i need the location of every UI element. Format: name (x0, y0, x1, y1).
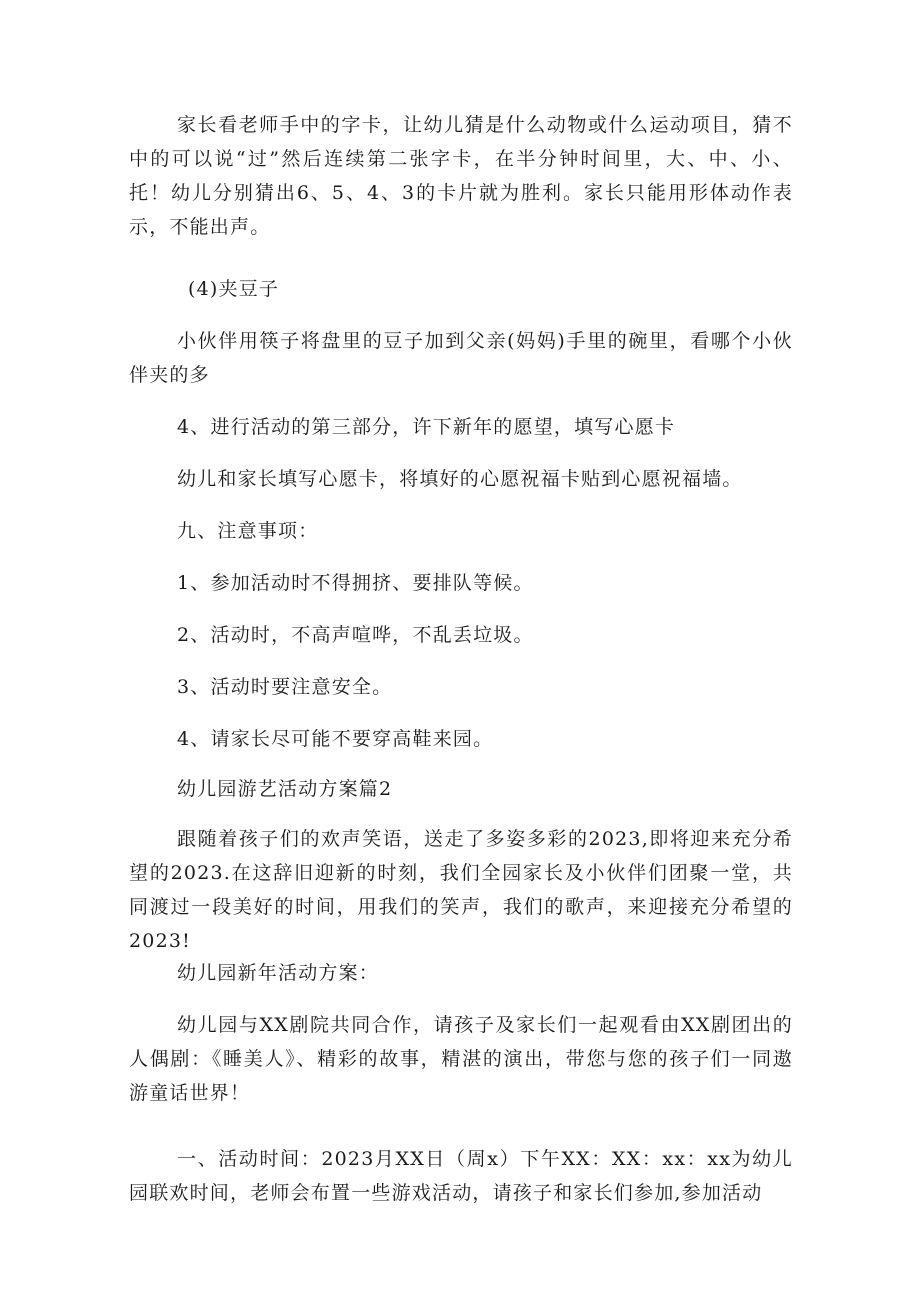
note-item-4: 4、请家长尽可能不要穿高鞋来园。 (177, 728, 494, 750)
heading-new-year-plan: 幼儿园新年活动方案： (177, 962, 380, 984)
note-item-1: 1、参加活动时不得拥挤、要排队等候。 (177, 572, 534, 594)
paragraph-theater: 幼儿园与XX剧院共同合作，请孩子及家长们一起观看由XX剧团出的人偶剧：《睡美人》、精彩的故事，精湛的演出，带您与您的孩子们一同遨游童话世界！ (129, 1014, 793, 1104)
paragraph-beans: 小伙伴用筷子将盘里的豆子加到父亲(妈妈)手里的碗里，看哪个小伙伴夹的多 (129, 330, 793, 386)
paragraph-activity-time: 一、活动时间：2023月XX日（周x）下午XX：XX：xx：xx为幼儿园联欢时间，老师会布置一些游戏活动，请孩子和家长们参加,参加活动 (129, 1148, 793, 1204)
heading-beans: (4)夹豆子 (188, 278, 280, 300)
paragraph-intro: 跟随着孩子们的欢声笑语，送走了多姿多彩的2023,即将迎来充分希望的2023.在这辞旧迎新的时刻，我们全园家长及小伙伴们团聚一堂，共同渡过一段美好的时间，用我们的笑声，我们的歌声，来迎接充分希望的2023! (129, 828, 793, 952)
note-item-3: 3、活动时要注意安全。 (177, 676, 393, 698)
heading-notes: 九、注意事项： (177, 520, 319, 542)
heading-plan-2: 幼儿园游艺活动方案篇2 (177, 778, 393, 800)
note-item-2: 2、活动时，不高声喧哗，不乱丢垃圾。 (177, 624, 534, 646)
paragraph-guess-cards: 家长看老师手中的字卡，让幼儿猜是什么动物或什么运动项目，猜不中的可以说“过”然后连续第二张字卡，在半分钟时间里，大、中、小、托！幼儿分别猜出6、5、4、3的卡片就为胜利。家长只能用形体动作表示，不能出声。 (129, 114, 793, 238)
heading-part-three: 4、进行活动的第三部分，许下新年的愿望，填写心愿卡 (177, 416, 676, 438)
paragraph-wish-card: 幼儿和家长填写心愿卡，将填好的心愿祝福卡贴到心愿祝福墙。 (177, 468, 743, 490)
